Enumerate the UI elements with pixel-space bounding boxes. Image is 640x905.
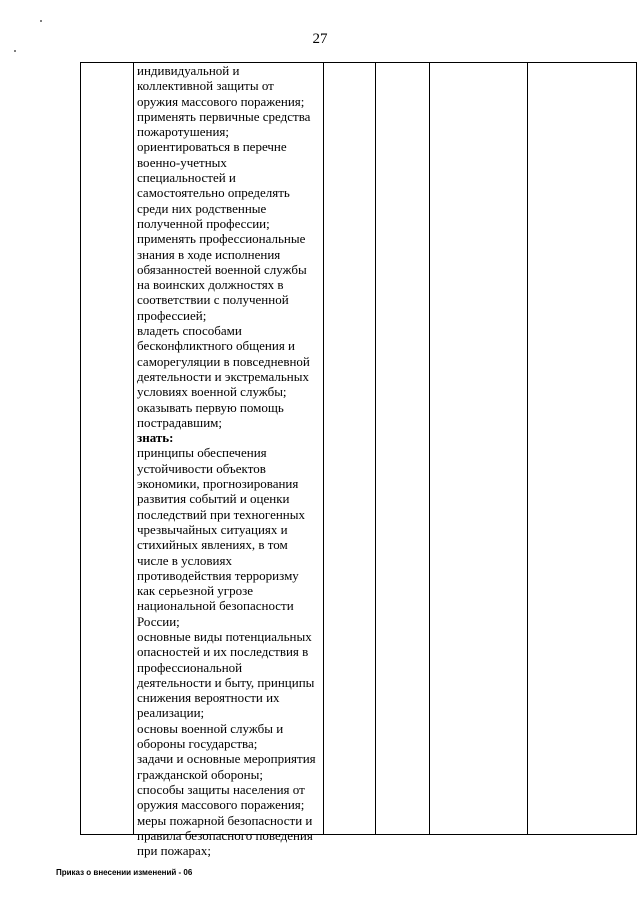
scan-mark xyxy=(14,50,16,52)
text-line: экономики, прогнозирования xyxy=(137,476,299,492)
text-line: способы защиты населения от xyxy=(137,781,305,797)
text-line: меры пожарной безопасности и xyxy=(137,812,313,828)
text-line: оказывать первую помощь xyxy=(137,399,284,415)
competency-text-cell xyxy=(135,63,325,858)
text-line: стихийных явлениях, в том xyxy=(137,537,288,553)
text-line: противодействия терроризму xyxy=(137,567,299,583)
text-line: применять первичные средства xyxy=(137,108,311,124)
scan-mark xyxy=(40,20,42,22)
column-divider xyxy=(133,63,134,834)
text-line: специальностей и xyxy=(137,170,236,186)
text-line: устойчивости объектов xyxy=(137,460,266,476)
text-line: полученной профессии; xyxy=(137,215,270,231)
text-line: применять профессиональные xyxy=(137,231,306,247)
section-heading: знать: xyxy=(137,430,174,446)
text-line: опасностей и их последствия в xyxy=(137,644,309,660)
text-line: принципы обеспечения xyxy=(137,445,267,461)
column-divider xyxy=(429,63,430,834)
footer-note: Приказ о внесении изменений - 06 xyxy=(56,868,193,877)
text-line: основы военной службы и xyxy=(137,720,284,736)
text-line: саморегуляции в повседневной xyxy=(137,353,310,369)
text-line: числе в условиях xyxy=(137,552,232,568)
text-line: коллективной защиты от xyxy=(137,78,274,94)
text-line: реализации; xyxy=(137,705,205,721)
text-line: ориентироваться в перечне xyxy=(137,139,287,155)
text-line: обязанностей военной службы xyxy=(137,261,307,277)
text-line: соответствии с полученной xyxy=(137,292,289,308)
text-line: при пожарах; xyxy=(137,843,211,859)
text-line: самостоятельно определять xyxy=(137,185,290,201)
text-line: как серьезной угрозе xyxy=(137,583,254,599)
text-line: последствий при техногенных xyxy=(137,506,305,522)
text-line: пожаротушения; xyxy=(137,124,230,140)
text-line: знания в ходе исполнения xyxy=(137,246,281,262)
text-line: деятельности и быту, принципы xyxy=(137,674,315,690)
text-line: бесконфликтного общения и xyxy=(137,338,295,354)
text-line: оружия массового поражения; xyxy=(137,797,305,813)
text-line: профессиональной xyxy=(137,659,243,675)
text-line: профессией; xyxy=(137,307,207,323)
text-line: России; xyxy=(137,613,180,629)
text-line: чрезвычайных ситуациях и xyxy=(137,521,288,537)
column-divider xyxy=(375,63,376,834)
text-line: индивидуальной и xyxy=(137,63,240,78)
text-line: пострадавшим; xyxy=(137,414,222,430)
text-line: среди них родственные xyxy=(137,200,267,216)
text-line: условиях военной службы; xyxy=(137,384,287,400)
text-line: развития событий и оценки xyxy=(137,491,290,507)
text-line: владеть способами xyxy=(137,323,242,339)
page-number: 27 xyxy=(312,31,328,47)
text-line: деятельности и экстремальных xyxy=(137,368,309,384)
text-line: снижения вероятности их xyxy=(137,690,280,706)
text-line: основные виды потенциальных xyxy=(137,628,312,644)
text-line: гражданской обороны; xyxy=(137,766,263,782)
text-line: оружия массового поражения; xyxy=(137,93,305,109)
text-line: обороны государства; xyxy=(137,736,258,752)
text-line: правила безопасного поведения xyxy=(137,827,313,843)
document-table xyxy=(80,62,637,859)
text-line: задачи и основные мероприятия xyxy=(137,751,316,767)
column-divider xyxy=(527,63,528,834)
text-line: военно-учетных xyxy=(137,154,227,170)
text-line: национальной безопасности xyxy=(137,598,294,614)
text-line: на воинских должностях в xyxy=(137,277,284,293)
